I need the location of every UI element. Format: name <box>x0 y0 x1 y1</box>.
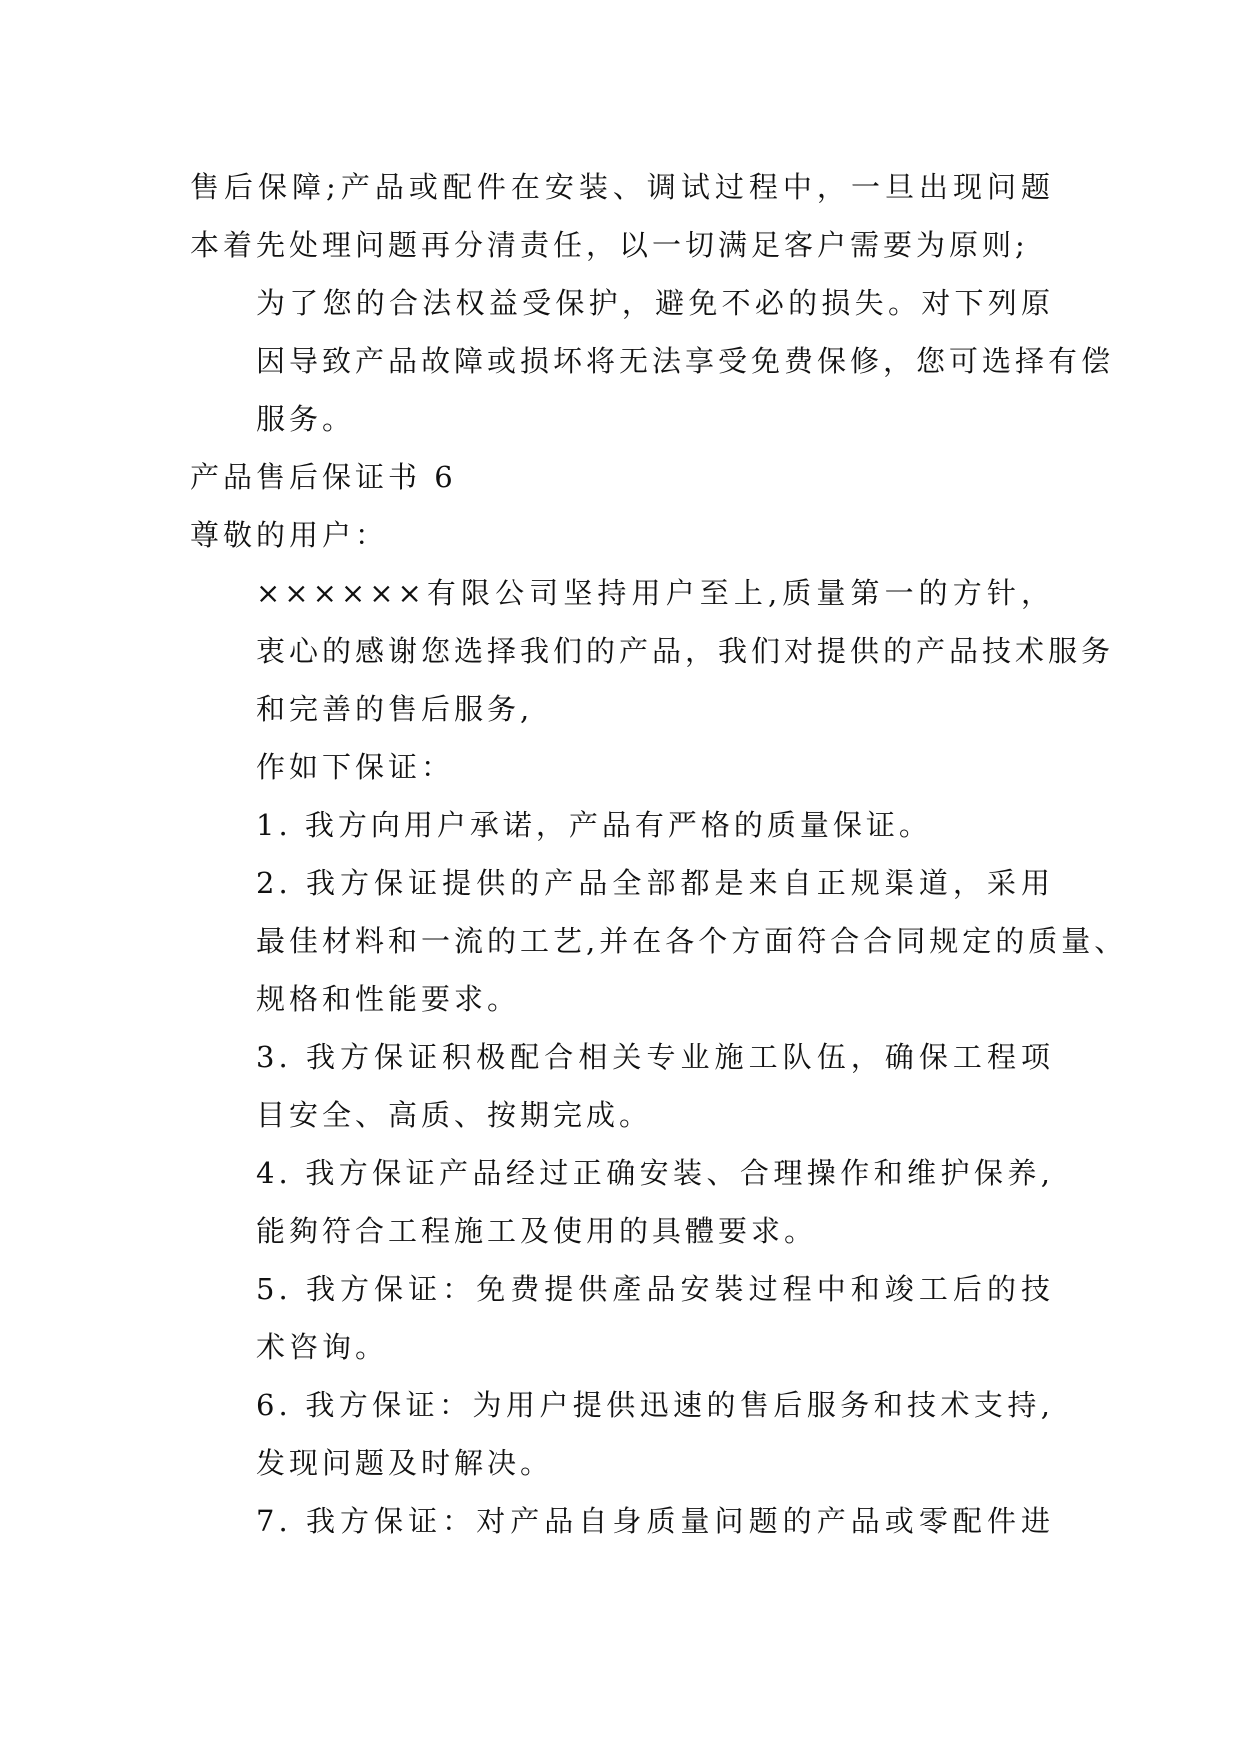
text-line: 6. 我方保证：为用户提供迅速的售后服务和技术支持, <box>256 1388 1054 1422</box>
text-line: 2. 我方保证提供的产品全部都是来自正规渠道，采用 <box>256 866 1054 900</box>
guarantee-item-6 <box>190 1376 1054 1492</box>
text-line: 1. 我方向用户承诺，产品有严格的质量保证。 <box>256 808 932 842</box>
text-line: 发现问题及时解决。 <box>256 1446 554 1480</box>
paragraph-rights-notice <box>190 274 1115 448</box>
document-body <box>190 158 1128 1550</box>
text-line: 衷心的感谢您选择我们的产品，我们对提供的产品技术服务 <box>256 634 1115 668</box>
text-line: ××××××有限公司坚持用户至上,质量第一的方针， <box>256 576 1054 610</box>
text-line: 和完善的售后服务, <box>256 692 534 726</box>
text-line: 目安全、高质、按期完成。 <box>256 1098 653 1132</box>
guarantee-item-5 <box>190 1260 1054 1376</box>
text-line: 能夠符合工程施工及使用的具體要求。 <box>256 1214 818 1248</box>
paragraph-guarantee-lead <box>190 738 1054 796</box>
text-line: 术咨询。 <box>256 1330 389 1364</box>
text-line: 产品售后保证书 6 <box>190 460 457 494</box>
guarantee-item-1 <box>190 796 1054 854</box>
text-line: 7. 我方保证：对产品自身质量问题的产品或零配件进 <box>256 1504 1054 1538</box>
text-line: 售后保障;产品或配件在安装、调试过程中，一旦出现问题 <box>190 170 1054 204</box>
salutation <box>190 506 1054 564</box>
text-line: 本着先处理问题再分清责任，以一切满足客户需要为原则; <box>190 228 1029 262</box>
guarantee-item-4 <box>190 1144 1054 1260</box>
paragraph-after-sales-guarantee <box>190 158 1054 274</box>
text-line: 作如下保证： <box>256 750 455 784</box>
text-line: 4. 我方保证产品经过正确安装、合理操作和维护保养, <box>256 1156 1054 1190</box>
text-line: 规格和性能要求。 <box>256 982 521 1016</box>
guarantee-item-7 <box>190 1492 1054 1550</box>
text-line: 最佳材料和一流的工艺,并在各个方面符合合同规定的质量、 <box>256 924 1128 958</box>
text-line: 尊敬的用户： <box>190 518 389 552</box>
text-line: 为了您的合法权益受保护，避免不必的损失。对下列原 <box>256 286 1054 320</box>
section-heading <box>190 448 1054 506</box>
text-line: 5. 我方保证：免费提供產品安裝过程中和竣工后的技 <box>256 1272 1054 1306</box>
text-line: 因导致产品故障或损坏将无法享受免费保修，您可选择有偿 <box>256 344 1115 378</box>
text-line: 服务。 <box>256 402 356 436</box>
guarantee-item-2 <box>190 854 1128 1028</box>
paragraph-company-intro <box>190 564 1115 738</box>
text-line: 3. 我方保证积极配合相关专业施工队伍，确保工程项 <box>256 1040 1054 1074</box>
guarantee-item-3 <box>190 1028 1054 1144</box>
